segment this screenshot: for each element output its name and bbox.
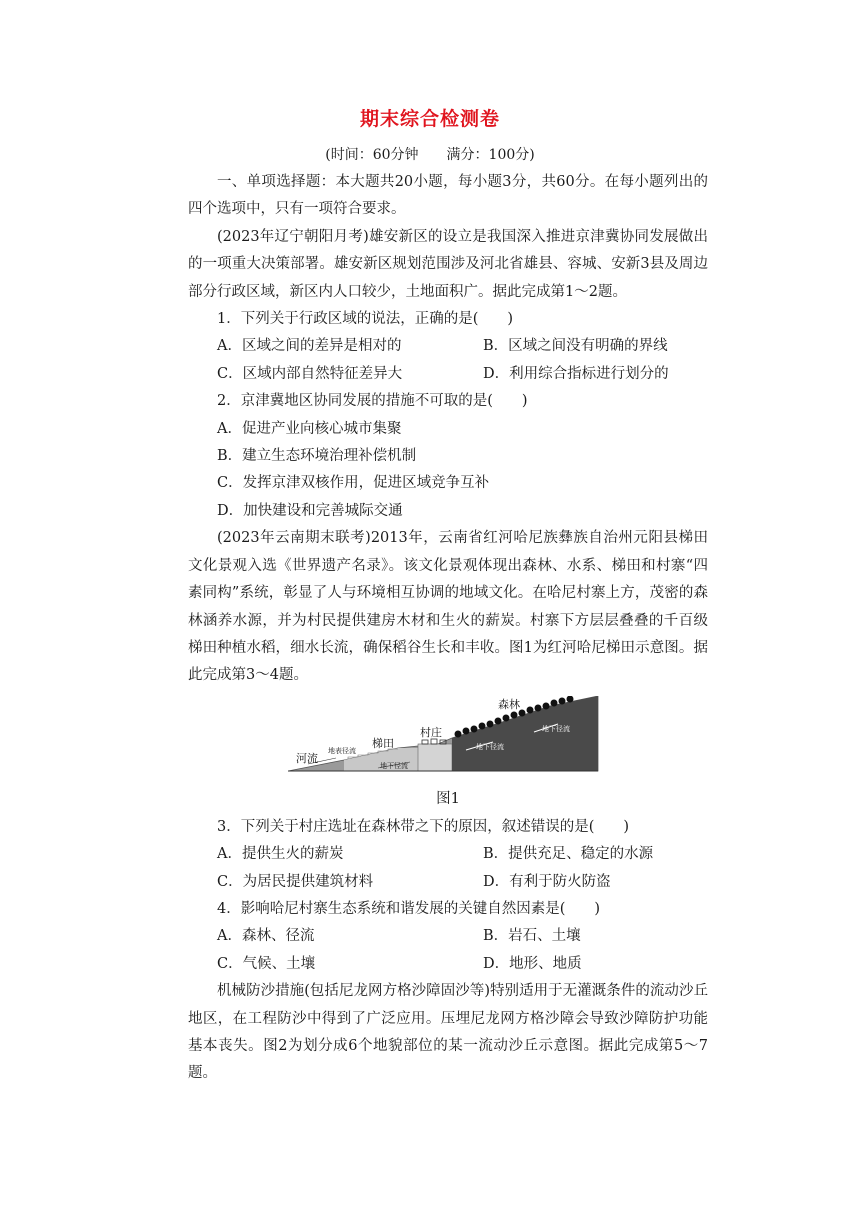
question-3-options-row-1 xyxy=(188,841,708,868)
page-title: 期末综合检测卷 xyxy=(359,108,500,130)
question-4-stem: 4．影响哈尼村寨生态系统和谐发展的关键自然因素是( ) xyxy=(217,900,601,917)
exam-info: (时间：60分钟 满分：100分) xyxy=(325,147,535,163)
exam-body xyxy=(188,169,708,1088)
section-instructions: 一、单项选择题：本大题共20小题，每小题3分，共60分。在每小题列出的四个选项中，只有一项符合要求。 xyxy=(188,174,708,218)
passage-3: 机械防沙措施(包括尼龙网方格沙障固沙等)特别适用于无灌溉条件的流动沙丘地区，在工程防沙中得到了广泛应用。压埋尼龙网方格沙障会导致沙障防护功能基本丧失。图2为划分成6个地貌部位的某一流动沙丘示意图。据此完成第5～7题。 xyxy=(188,983,708,1082)
question-4-options-row-1 xyxy=(188,923,708,950)
question-4-option-c[interactable]: C．气候、土壤 xyxy=(217,955,316,972)
question-1-options-row-2 xyxy=(188,361,708,388)
terrace-diagram xyxy=(288,696,604,782)
label-ground-runoff-2: 地下径流 xyxy=(476,742,504,751)
label-terrace: 梯田 xyxy=(372,736,394,750)
label-river: 河流 xyxy=(296,751,318,765)
question-4-options-row-2 xyxy=(188,951,708,978)
question-4-option-a[interactable]: A．森林、径流 xyxy=(217,928,315,945)
question-4-option-b[interactable]: B．岩石、土壤 xyxy=(483,928,581,945)
passage-1: (2023年辽宁朝阳月考)雄安新区的设立是我国深入推进京津冀协同发展做出的一项重大决策部署。雄安新区规划范围涉及河北省雄县、容城、安新3县及周边部分行政区域，新区内人口较少，土地面积广。据此完成第1～2题。 xyxy=(188,228,708,300)
label-surface-runoff: 地表径流 xyxy=(328,746,356,755)
question-2-option-d[interactable]: D．加快建设和完善城际交通 xyxy=(217,502,403,519)
label-ground-runoff-3: 地下径流 xyxy=(542,724,570,733)
question-1-option-b[interactable]: B．区域之间没有明确的界线 xyxy=(483,338,668,355)
label-forest: 森林 xyxy=(498,697,520,711)
question-2-option-b[interactable]: B．建立生态环境治理补偿机制 xyxy=(217,448,417,465)
question-2-option-a[interactable]: A．促进产业向核心城市集聚 xyxy=(217,420,402,437)
question-3-option-c[interactable]: C．为居民提供建筑材料 xyxy=(217,873,374,890)
figure-1 xyxy=(188,696,708,784)
question-3-option-a[interactable]: A．提供生火的薪炭 xyxy=(217,846,344,863)
question-1-stem: 1．下列关于行政区域的说法，正确的是( ) xyxy=(217,311,514,328)
label-village: 村庄 xyxy=(420,725,442,739)
forest-zone xyxy=(452,696,598,771)
passage-2: (2023年云南期末联考)2013年，云南省红河哈尼族彝族自治州元阳县梯田文化景观入选《世界遗产名录》。该文化景观体现出森林、水系、梯田和村寨“四素同构”系统，彰显了人与环境相互协调的地域文化。在哈尼村寨上方，茂密的森林涵养水源，并为村民提供建房木材和生火的薪炭。村寨下方层层叠叠的千百级梯田种植水稻，细水长流，确保稻谷生长和丰收。图1为红河哈尼梯田示意图。据此完成第3～4题。 xyxy=(188,530,708,684)
question-4-option-d[interactable]: D．地形、地质 xyxy=(483,955,582,972)
question-1-option-c[interactable]: C．区域内部自然特征差异大 xyxy=(217,365,403,382)
question-1-option-d[interactable]: D．利用综合指标进行划分的 xyxy=(483,365,669,382)
figure-1-caption: 图1 xyxy=(436,790,460,807)
village-block xyxy=(418,744,452,771)
question-2-stem: 2．京津冀地区协同发展的措施不可取的是( ) xyxy=(217,393,528,410)
question-1-option-a[interactable]: A．区域之间的差异是相对的 xyxy=(217,338,402,355)
question-3-option-d[interactable]: D．有利于防火防盗 xyxy=(483,873,611,890)
label-ground-runoff: 地下径流 xyxy=(380,761,408,770)
question-3-stem: 3．下列关于村庄选址在森林带之下的原因，叙述错误的是( ) xyxy=(217,818,630,835)
question-2-option-c[interactable]: C．发挥京津双核作用，促进区域竞争互补 xyxy=(217,475,490,492)
question-1-options-row-1 xyxy=(188,333,708,360)
question-3-options-row-2 xyxy=(188,869,708,896)
question-3-option-b[interactable]: B．提供充足、稳定的水源 xyxy=(483,846,654,863)
